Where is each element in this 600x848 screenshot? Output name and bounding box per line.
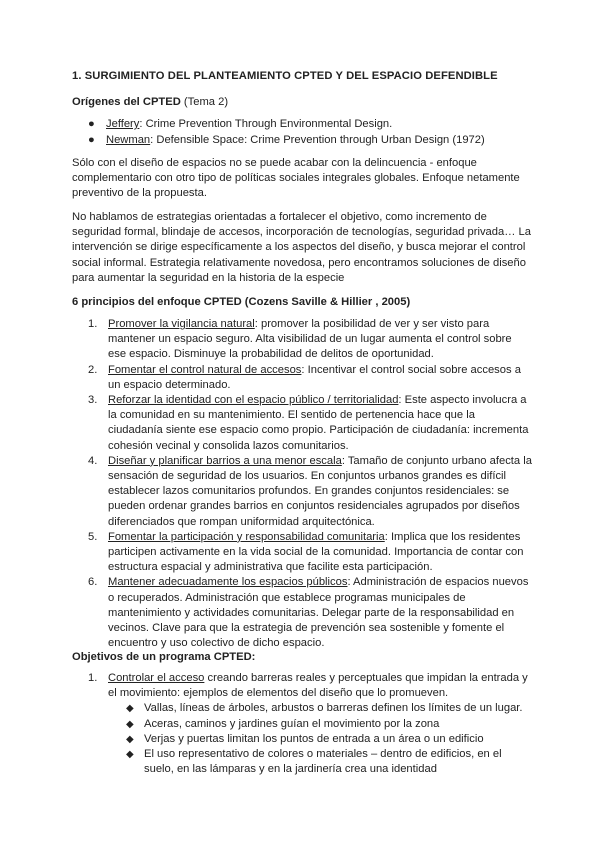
origins-item-text: : Defensible Space: Crime Prevention through Urban Design (1972)	[150, 134, 485, 146]
origins-suffix: (Tema 2)	[180, 96, 229, 108]
section-heading: 1. SURGIMIENTO DEL PLANTEAMIENTO CPTED Y DEL ESPACIO DEFENDIBLE	[72, 70, 498, 82]
list-item	[72, 393, 532, 454]
list-item	[72, 671, 532, 777]
list-item	[72, 317, 532, 363]
list-number: 4.	[88, 454, 98, 467]
principle-title: Fomentar la participación y responsabilidad comunitaria	[108, 530, 385, 543]
bullet-icon: ●	[88, 134, 95, 146]
example-item	[126, 717, 532, 732]
origins-item	[88, 133, 528, 148]
principle-title: Diseñar y planificar barrios a una menor escala	[108, 454, 342, 467]
list-number: 6.	[88, 576, 98, 589]
principle-text: : Administración de espacios nuevos o recuperados. Administración que establece programas municipales de mantenimiento y actividades comunitarias. Delegar parte de la responsabilidad en vecinos. Clave para que la estrategia de prevención sea sostenible y fomente el encuentro y uso colectivo de dicho espacio.	[108, 576, 529, 650]
objective-text: creando barreras reales y perceptuales que impidan la entrada y el movimiento: ejemplos de elementos del diseño que lo promueven.	[108, 672, 528, 700]
list-item	[72, 530, 532, 576]
examples-list	[126, 701, 532, 777]
principle-text: : Tamaño de conjunto urbano afecta la sensación de seguridad de los usuarios. En conjuntos urbanos grandes es difícil establecer lazos comunitarios profundos. En grandes conjuntos residenciales: se pueden ordenar grandes barrios en conjuntos residenciales agrupados por diseños diferenciados que rompan uniformidad arquitectónica.	[108, 454, 532, 528]
diamond-bullet-icon: ◆	[126, 718, 134, 730]
paragraph: No hablamos de estrategias orientadas a fortalecer el objetivo, como incremento de seguridad formal, blindaje de accesos, incorporación de tecnologías, seguridad privada… La intervención se dirige específicamente a los aspectos del diseño, y busca mejorar el control social informal. Estrategia relativamente novedosa, pero encontramos soluciones de diseño para aumentar la seguridad en la historia de la especie	[72, 211, 531, 284]
origins-item-text: : Crime Prevention Through Environmental Design.	[139, 118, 393, 130]
principle-text: : promover la posibilidad de ver y ser visto para mantener un espacio seguro. Alta visibilidad de un lugar aumenta el control sobre ese espacio. Disminuye la probabilidad de delitos de oportunidad.	[108, 318, 512, 361]
paragraph: Sólo con el diseño de espacios no se puede acabar con la delincuencia - enfoque complementario con otro tipo de políticas sociales integrales globales. Enfoque netamente preventivo de la propuesta.	[72, 157, 520, 200]
list-number: 1.	[88, 318, 98, 330]
principle-text: : Implica que los residentes participen activamente en la vida social de la comunidad. Importancia de contar con estructura espacial y administrativa que facilite esta participación.	[108, 530, 524, 574]
diamond-bullet-icon: ◆	[126, 703, 134, 715]
principle-text: : Incentivar el control social sobre accesos a un espacio determinado.	[108, 363, 521, 391]
principle-title: Reforzar la identidad con el espacio público / territorialidad	[108, 394, 399, 407]
list-item	[72, 363, 532, 393]
example-text: Aceras, caminos y jardines guían el movimiento por la zona	[144, 717, 440, 730]
objectives-heading: Objetivos de un programa CPTED:	[72, 651, 256, 663]
example-text: Vallas, líneas de árboles, arbustos o barreras definen los límites de un lugar.	[144, 702, 523, 715]
origins-item	[88, 117, 528, 132]
origins-item-name: Newman	[106, 134, 151, 146]
example-text: El uso representativo de colores o materiales – dentro de edificios, en el suelo, en las lámparas y en la jardinería crea una identidad	[144, 748, 502, 776]
example-item	[126, 732, 532, 747]
principle-title: Promover la vigilancia natural	[108, 318, 255, 330]
objectives-list	[72, 671, 532, 777]
example-item	[126, 701, 532, 716]
bullet-icon: ●	[88, 118, 95, 130]
list-number: 2.	[88, 363, 98, 376]
list-number: 5.	[88, 530, 98, 543]
list-number: 1.	[88, 672, 98, 684]
objective-title: Controlar el acceso	[108, 672, 205, 684]
principle-title: Fomentar el control natural de accesos	[108, 363, 302, 376]
principle-title: Mantener adecuadamente los espacios públicos	[108, 576, 348, 589]
list-item	[72, 575, 532, 651]
origins-title: Orígenes del CPTED	[72, 96, 181, 108]
origins-heading	[72, 95, 532, 110]
diamond-bullet-icon: ◆	[126, 733, 134, 745]
example-text: Verjas y puertas limitan los puntos de entrada a un área o un edificio	[144, 732, 484, 745]
origins-item-name: Jeffery	[106, 118, 140, 130]
diamond-bullet-icon: ◆	[126, 749, 134, 761]
list-item	[72, 454, 532, 530]
list-number: 3.	[88, 394, 98, 407]
principle-text: : Este aspecto involucra a la comunidad en su mantenimiento. El sentido de pertenencia hace que la ciudadanía siente ese espacio como propio. Participación de ciudadanía: incrementa cohesión vecinal y consolida lazos comunitarios.	[108, 394, 529, 452]
principles-list	[72, 317, 532, 651]
example-item	[126, 747, 532, 777]
principles-heading: 6 principios del enfoque CPTED (Cozens Saville & Hillier , 2005)	[72, 296, 411, 308]
